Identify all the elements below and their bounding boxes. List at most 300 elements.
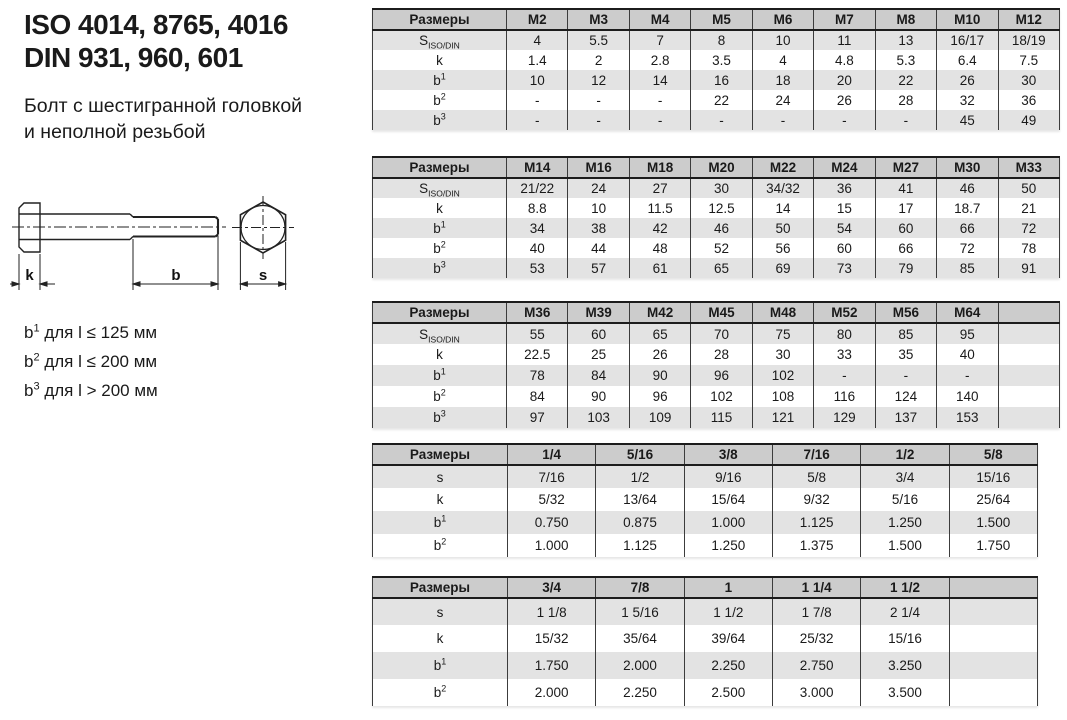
table-cell: - — [629, 110, 690, 130]
row-label-column-header: Размеры — [373, 577, 508, 598]
column-header: 3/8 — [684, 444, 772, 465]
table-cell: 78 — [998, 238, 1060, 258]
table-cell: 70 — [691, 323, 752, 344]
table-cell: 16/17 — [937, 30, 998, 50]
table-cell: 7 — [629, 30, 690, 50]
metric-table-m2-m12 — [372, 8, 1060, 130]
row-label-column-header: Размеры — [373, 157, 507, 178]
table-cell: 1.750 — [508, 652, 596, 679]
row-label: k — [436, 200, 443, 216]
table-cell: 28 — [691, 344, 752, 365]
table-cell: 15 — [814, 198, 875, 218]
table-cell: 2.750 — [772, 652, 860, 679]
bolt-technical-drawing — [10, 192, 310, 304]
arrowhead — [211, 282, 218, 286]
table-cell: - — [507, 110, 568, 130]
table-cell: 1.250 — [684, 534, 772, 557]
thread-runout-top — [130, 214, 133, 217]
table-cell: 36 — [998, 90, 1060, 110]
table-cell: 52 — [691, 238, 752, 258]
row-label: k — [436, 347, 443, 362]
row-label: $b^1$ — [373, 652, 508, 679]
arrowhead — [40, 282, 47, 286]
table-cell: 26 — [937, 70, 998, 90]
table-cell: 1.000 — [684, 511, 772, 534]
product-description — [24, 93, 302, 145]
table-row — [373, 238, 1060, 258]
table-cell: 2.000 — [596, 652, 684, 679]
table-cell: 30 — [752, 344, 813, 365]
table-cell: 108 — [752, 386, 813, 407]
table-cell: - — [691, 110, 752, 130]
table-cell — [949, 652, 1037, 679]
row-label: $S_{ISO/DIN}$ — [373, 178, 507, 198]
table-row — [373, 465, 1038, 488]
table-cell: 18/19 — [998, 30, 1060, 50]
table-cell: 54 — [814, 218, 875, 238]
dimension-label-s: s — [258, 267, 268, 284]
table-cell: 7/16 — [508, 465, 596, 488]
table-row — [373, 679, 1038, 706]
table-cell: 18.7 — [937, 198, 998, 218]
table-cell: 66 — [937, 218, 998, 238]
table-cell: 2.000 — [508, 679, 596, 706]
column-header: M56 — [875, 302, 936, 323]
bolt-end-view — [232, 196, 294, 259]
table-cell: 35 — [875, 344, 936, 365]
header-row — [373, 157, 1060, 178]
column-header: 1/2 — [861, 444, 949, 465]
column-header: M20 — [691, 157, 752, 178]
arrowhead — [279, 282, 286, 286]
column-header: M10 — [937, 9, 998, 30]
header-row — [373, 444, 1038, 465]
table-cell — [949, 679, 1037, 706]
table-cell: 25 — [568, 344, 629, 365]
table-cell: 60 — [814, 238, 875, 258]
table-cell: 2 1/4 — [861, 598, 949, 625]
table-cell: 17 — [875, 198, 936, 218]
table-cell: 95 — [937, 323, 998, 344]
table-cell — [949, 598, 1037, 625]
table-row — [373, 344, 1060, 365]
table-cell: 57 — [568, 258, 629, 278]
table-cell: 103 — [568, 407, 629, 428]
table-cell: 66 — [875, 238, 936, 258]
column-header: M45 — [691, 302, 752, 323]
column-header: M42 — [629, 302, 690, 323]
column-header: M39 — [568, 302, 629, 323]
inch-table-threequarters-to-oneandhalf — [372, 576, 1038, 706]
table-cell: 26 — [814, 90, 875, 110]
bolt-side-view — [12, 203, 226, 252]
table-cell: 90 — [568, 386, 629, 407]
table-cell: 3.000 — [772, 679, 860, 706]
table-cell: 48 — [629, 238, 690, 258]
table-cell: 1.375 — [772, 534, 860, 557]
table-cell: 16 — [691, 70, 752, 90]
table-cell: 8 — [691, 30, 752, 50]
table-cell: 18 — [752, 70, 813, 90]
table-row — [373, 625, 1038, 652]
row-label: $b^1$ — [373, 365, 507, 386]
column-header — [949, 577, 1037, 598]
note-b3: $b^3$ для l > 200 мм — [24, 380, 158, 400]
table-cell: 7.5 — [998, 50, 1060, 70]
column-header: 5/16 — [596, 444, 684, 465]
table-cell: 5.5 — [568, 30, 629, 50]
row-label: $b^2$ — [433, 91, 446, 108]
table-cell: 42 — [629, 218, 690, 238]
table-cell: 129 — [814, 407, 875, 428]
arrowhead — [12, 282, 19, 286]
table-cell: 72 — [937, 238, 998, 258]
table-cell — [998, 407, 1060, 428]
table-cell: 65 — [629, 323, 690, 344]
table-cell: 22 — [691, 90, 752, 110]
table-row — [373, 198, 1060, 218]
table-cell: 14 — [629, 70, 690, 90]
table-cell: 5/32 — [508, 488, 596, 511]
table-cell: 0.875 — [596, 511, 684, 534]
table-row — [373, 110, 1060, 130]
table-cell: 1/2 — [596, 465, 684, 488]
table-cell: 3.5 — [691, 50, 752, 70]
table-cell: 11 — [814, 30, 875, 50]
table-cell: 1.250 — [861, 511, 949, 534]
table-row — [373, 50, 1060, 70]
table-cell: 46 — [691, 218, 752, 238]
table-cell: 13 — [875, 30, 936, 50]
table-cell: 79 — [875, 258, 936, 278]
row-label-column-header: Размеры — [373, 302, 507, 323]
table-cell: 15/16 — [861, 625, 949, 652]
table-row — [373, 365, 1060, 386]
table-cell: 1 1/8 — [508, 598, 596, 625]
row-label: $b^2$ — [433, 239, 446, 256]
description-line-1: Болт с шестигранной головкой — [24, 95, 303, 117]
table-cell: 73 — [814, 258, 875, 278]
column-header: M33 — [998, 157, 1060, 178]
column-header: 7/16 — [772, 444, 860, 465]
table-row — [373, 70, 1060, 90]
table-cell: 3.500 — [861, 679, 949, 706]
table-cell: 60 — [568, 323, 629, 344]
column-header: M2 — [507, 9, 568, 30]
metric-table-m14-m33 — [372, 156, 1060, 278]
column-header: M8 — [875, 9, 936, 30]
column-header: M30 — [937, 157, 998, 178]
column-header: 3/4 — [508, 577, 596, 598]
row-label: k — [436, 631, 444, 646]
column-header: 5/8 — [949, 444, 1037, 465]
standard-title — [24, 8, 288, 74]
table-cell: 0.750 — [508, 511, 596, 534]
thread-length-notes — [24, 318, 158, 405]
table-row — [373, 534, 1038, 557]
table-cell: 26 — [629, 344, 690, 365]
table-cell: - — [752, 110, 813, 130]
column-header: M4 — [629, 9, 690, 30]
table-cell: 56 — [752, 238, 813, 258]
table-row — [373, 178, 1060, 198]
table-cell: 6.4 — [937, 50, 998, 70]
table-cell: 90 — [629, 365, 690, 386]
row-label: $b^1$ — [373, 70, 507, 90]
row-label: s — [373, 465, 508, 488]
table-cell: - — [507, 90, 568, 110]
table-cell: 102 — [752, 365, 813, 386]
table-row — [373, 30, 1060, 50]
table-cell: 2.250 — [684, 652, 772, 679]
table-cell: - — [875, 365, 936, 386]
table-cell: 4 — [507, 30, 568, 50]
table-cell: 33 — [814, 344, 875, 365]
column-header: M7 — [814, 9, 875, 30]
table-cell: 10 — [752, 30, 813, 50]
table-cell: 121 — [752, 407, 813, 428]
table-cell: 41 — [875, 178, 936, 198]
column-header: M3 — [568, 9, 629, 30]
table-cell: 80 — [814, 323, 875, 344]
column-header — [998, 302, 1060, 323]
table-cell: 84 — [568, 365, 629, 386]
table-cell: 25/32 — [772, 625, 860, 652]
dimension-lines — [10, 236, 286, 290]
table-cell: 14 — [752, 198, 813, 218]
table-cell: 38 — [568, 218, 629, 238]
table-cell: 32 — [937, 90, 998, 110]
row-label: k — [436, 492, 444, 507]
row-label-column-header: Размеры — [373, 9, 507, 30]
table-cell: - — [875, 110, 936, 130]
table-cell: 109 — [629, 407, 690, 428]
column-header: 1 1/4 — [772, 577, 860, 598]
table-cell: - — [568, 90, 629, 110]
column-header: 7/8 — [596, 577, 684, 598]
table-cell: 137 — [875, 407, 936, 428]
table-cell: 22.5 — [507, 344, 568, 365]
table-cell: 3/4 — [861, 465, 949, 488]
table-cell: 12.5 — [691, 198, 752, 218]
table-cell: 21/22 — [507, 178, 568, 198]
table-cell: 124 — [875, 386, 936, 407]
row-label: k — [436, 52, 443, 68]
description-line-2: и неполной резьбой — [24, 121, 206, 143]
table-cell: 2 — [568, 50, 629, 70]
row-label: $b^2$ — [433, 683, 447, 700]
table-cell: 49 — [998, 110, 1060, 130]
column-header: M27 — [875, 157, 936, 178]
table-cell — [949, 625, 1037, 652]
table-cell: 1.500 — [861, 534, 949, 557]
table-cell: 28 — [875, 90, 936, 110]
table-cell — [998, 386, 1060, 407]
table-cell: 91 — [998, 258, 1060, 278]
table-cell: 1.750 — [949, 534, 1037, 557]
table-cell: 12 — [568, 70, 629, 90]
table-cell: 1.4 — [507, 50, 568, 70]
table-cell: 116 — [814, 386, 875, 407]
column-header: 1/4 — [508, 444, 596, 465]
row-label: $b^2$ — [433, 536, 447, 553]
table-row — [373, 407, 1060, 428]
table-cell: 39/64 — [684, 625, 772, 652]
column-header: M48 — [752, 302, 813, 323]
header-row — [373, 302, 1060, 323]
table-cell — [998, 344, 1060, 365]
table-row — [373, 386, 1060, 407]
iso-standards-line: ISO 4014, 8765, 4016 — [24, 9, 288, 40]
table-cell: 15/16 — [949, 465, 1037, 488]
table-cell: 140 — [937, 386, 998, 407]
table-cell: 84 — [507, 386, 568, 407]
arrowhead — [240, 282, 247, 286]
table-cell: 1.125 — [772, 511, 860, 534]
metric-table-m36-m64 — [372, 301, 1060, 428]
column-header: M14 — [507, 157, 568, 178]
row-label: $b^3$ — [373, 258, 507, 278]
table-cell: 2.250 — [596, 679, 684, 706]
column-header: M5 — [691, 9, 752, 30]
table-cell: 20 — [814, 70, 875, 90]
table-cell: 60 — [875, 218, 936, 238]
table-cell: 75 — [752, 323, 813, 344]
table-cell: - — [937, 365, 998, 386]
column-header: 1 — [684, 577, 772, 598]
table-cell: 5.3 — [875, 50, 936, 70]
column-header: M36 — [507, 302, 568, 323]
table-cell: 40 — [507, 238, 568, 258]
table-cell: 85 — [875, 323, 936, 344]
inch-table-quarter-to-fiveeighths — [372, 443, 1038, 557]
table-cell: 10 — [507, 70, 568, 90]
dimension-label-b: b — [171, 267, 181, 284]
row-label: $b^1$ — [373, 218, 507, 238]
table-cell: 5/16 — [861, 488, 949, 511]
table-cell: 35/64 — [596, 625, 684, 652]
table-cell: 1 1/2 — [684, 598, 772, 625]
table-cell: 24 — [752, 90, 813, 110]
table-cell: 85 — [937, 258, 998, 278]
table-cell: - — [814, 365, 875, 386]
dimension-label-k: k — [25, 267, 34, 284]
table-cell: 40 — [937, 344, 998, 365]
column-header: M22 — [752, 157, 813, 178]
table-cell: 53 — [507, 258, 568, 278]
table-cell: 10 — [568, 198, 629, 218]
table-row — [373, 598, 1038, 625]
table-cell: 50 — [752, 218, 813, 238]
table-cell — [998, 323, 1060, 344]
table-row — [373, 258, 1060, 278]
table-cell: 25/64 — [949, 488, 1037, 511]
table-cell: 8.8 — [507, 198, 568, 218]
column-header: M6 — [752, 9, 813, 30]
table-cell: 97 — [507, 407, 568, 428]
table-cell: 11.5 — [629, 198, 690, 218]
table-cell: 15/64 — [684, 488, 772, 511]
table-cell: 30 — [691, 178, 752, 198]
table-cell: 55 — [507, 323, 568, 344]
table-cell: 5/8 — [772, 465, 860, 488]
table-cell: 115 — [691, 407, 752, 428]
column-header: M24 — [814, 157, 875, 178]
table-cell: 153 — [937, 407, 998, 428]
table-cell: 9/32 — [772, 488, 860, 511]
table-cell: - — [629, 90, 690, 110]
table-cell: 9/16 — [684, 465, 772, 488]
column-header: M12 — [998, 9, 1060, 30]
table-row — [373, 90, 1060, 110]
column-header: M18 — [629, 157, 690, 178]
table-cell: 1.000 — [508, 534, 596, 557]
row-label: $S_{ISO/DIN}$ — [373, 323, 507, 344]
column-header: 1 1/2 — [861, 577, 949, 598]
header-row — [373, 577, 1038, 598]
table-cell: 22 — [875, 70, 936, 90]
table-cell: 45 — [937, 110, 998, 130]
row-label: $b^3$ — [373, 110, 507, 130]
row-label: $b^3$ — [373, 407, 507, 428]
table-cell: 30 — [998, 70, 1060, 90]
column-header: M52 — [814, 302, 875, 323]
note-b1: $b^1$ для l ≤ 125 мм — [24, 322, 158, 342]
table-cell: 50 — [998, 178, 1060, 198]
table-cell: 2.500 — [684, 679, 772, 706]
table-cell: 44 — [568, 238, 629, 258]
table-row — [373, 218, 1060, 238]
table-cell: 96 — [691, 365, 752, 386]
column-header: M64 — [937, 302, 998, 323]
table-cell: 4.8 — [814, 50, 875, 70]
table-cell: - — [568, 110, 629, 130]
table-cell: 69 — [752, 258, 813, 278]
note-b2: $b^2$ для l ≤ 200 мм — [24, 351, 158, 371]
table-cell: 15/32 — [508, 625, 596, 652]
row-label: $b^2$ — [433, 387, 446, 404]
table-cell: 1.125 — [596, 534, 684, 557]
row-label: $b^1$ — [373, 511, 508, 534]
arrowhead — [133, 282, 140, 286]
table-cell: 27 — [629, 178, 690, 198]
table-cell: 46 — [937, 178, 998, 198]
row-label: $S_{ISO/DIN}$ — [373, 30, 507, 50]
table-cell: 3.250 — [861, 652, 949, 679]
table-cell: 24 — [568, 178, 629, 198]
table-cell: 1 5/16 — [596, 598, 684, 625]
header-row — [373, 9, 1060, 30]
column-header: M16 — [568, 157, 629, 178]
table-cell: 1.500 — [949, 511, 1037, 534]
table-cell: 102 — [691, 386, 752, 407]
din-standards-line: DIN 931, 960, 601 — [24, 42, 243, 73]
table-cell: 72 — [998, 218, 1060, 238]
table-cell: 65 — [691, 258, 752, 278]
table-row — [373, 323, 1060, 344]
table-cell: 36 — [814, 178, 875, 198]
table-cell — [998, 365, 1060, 386]
table-cell: 34 — [507, 218, 568, 238]
table-cell: 2.8 — [629, 50, 690, 70]
table-cell: 34/32 — [752, 178, 813, 198]
table-cell: 78 — [507, 365, 568, 386]
table-row — [373, 511, 1038, 534]
table-cell: 1 7/8 — [772, 598, 860, 625]
table-row — [373, 652, 1038, 679]
table-cell: 4 — [752, 50, 813, 70]
table-cell: 96 — [629, 386, 690, 407]
